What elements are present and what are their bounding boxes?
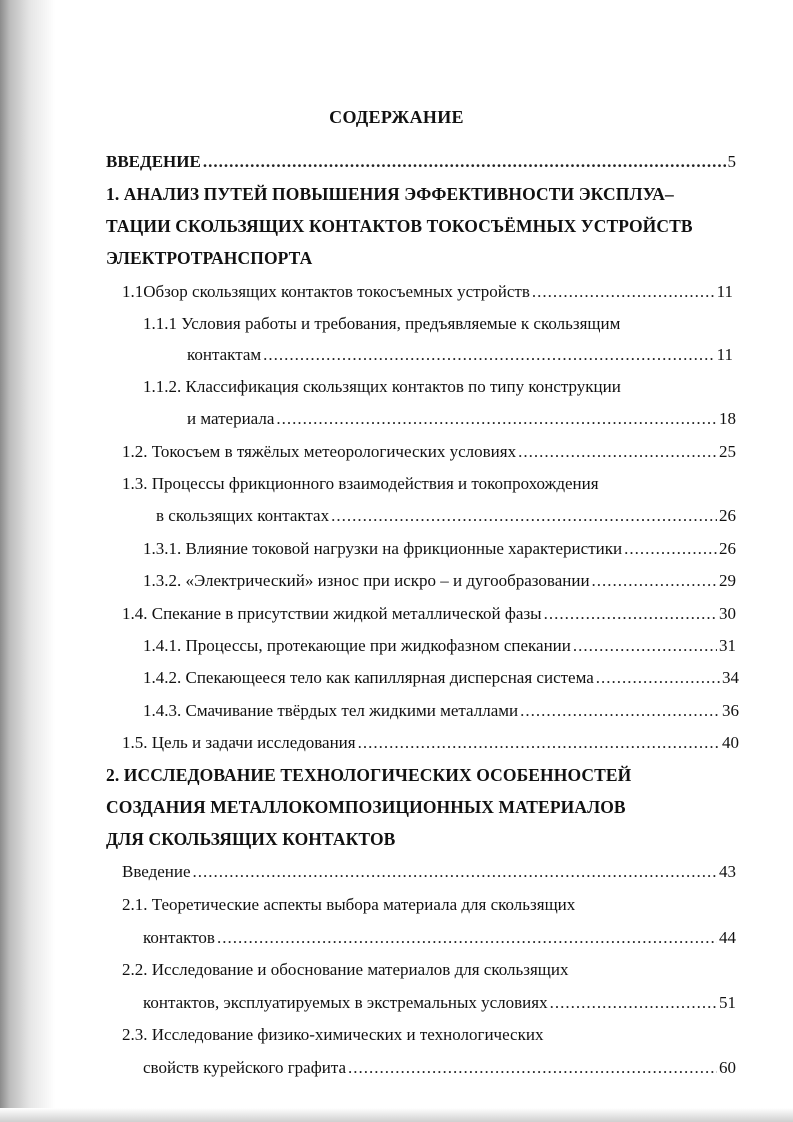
toc-page-number: 43 [719, 862, 736, 881]
toc-label: в скользящих контактах [156, 506, 330, 525]
toc-leader-dots [518, 442, 717, 462]
toc-leader-dots [573, 636, 717, 656]
toc-leader-dots [203, 152, 726, 172]
toc-label: и материала [187, 409, 275, 428]
toc-leader-dots [520, 701, 720, 721]
toc-page-number: 34 [722, 668, 739, 687]
toc-page-number: 36 [722, 701, 739, 720]
toc-entry-1-3[interactable] [156, 506, 736, 526]
toc-entry-2-2-line-1[interactable]: 2.2. Исследование и обоснование материалов для скользящих [122, 960, 569, 979]
toc-entry-1-4-2[interactable] [143, 668, 739, 688]
toc-label: 1.1Обзор скользящих контактов токосъемных устройств [122, 282, 530, 301]
chapter-2-heading-line-1[interactable]: 2. ИССЛЕДОВАНИЕ ТЕХНОЛОГИЧЕСКИХ ОСОБЕННОСТЕЙ [106, 765, 632, 785]
toc-label: 1.3.1. Влияние токовой нагрузки на фрикционные характеристики [143, 539, 623, 558]
toc-entry-1-4[interactable] [122, 604, 736, 624]
toc-entry-2-2[interactable] [143, 993, 736, 1013]
toc-page-number: 30 [719, 604, 736, 623]
toc-page-number: 26 [719, 506, 736, 525]
toc-entry-1-4-1[interactable] [143, 636, 736, 656]
toc-label: контактов [143, 928, 215, 947]
toc-entry-1-1-2-line-1[interactable]: 1.1.2. Классификация скользящих контактов по типу конструкции [143, 377, 621, 396]
toc-leader-dots [263, 345, 714, 365]
chapter-1-heading-line-3[interactable]: ЭЛЕКТРОТРАНСПОРТА [106, 248, 313, 268]
toc-label: 1.4. Спекание в присутствии жидкой металлической фазы [122, 604, 542, 623]
toc-label: ВВЕДЕНИЕ [106, 152, 201, 171]
toc-leader-dots [532, 282, 715, 302]
toc-entry-1-4-3[interactable] [143, 701, 739, 721]
toc-entry-2-intro[interactable] [122, 862, 736, 882]
toc-page-number: 5 [727, 152, 736, 171]
toc-page-number: 25 [719, 442, 736, 461]
toc-entry-2-3-line-1[interactable]: 2.3. Исследование физико-химических и технологических [122, 1025, 544, 1044]
toc-leader-dots [358, 733, 720, 753]
toc-leader-dots [550, 993, 717, 1013]
toc-entry-1-3-1[interactable] [143, 539, 736, 559]
toc-entry-1-1-2[interactable] [187, 409, 736, 429]
toc-entry-1-3-2[interactable] [143, 571, 736, 591]
toc-leader-dots [624, 539, 717, 559]
chapter-1-heading-line-2[interactable]: ТАЦИИ СКОЛЬЗЯЩИХ КОНТАКТОВ ТОКОСЪЁМНЫХ УСТРОЙСТВ [106, 216, 693, 236]
toc-label: Введение [122, 862, 191, 881]
toc-leader-dots [217, 928, 717, 948]
toc-entry-2-1-line-1[interactable]: 2.1. Теоретические аспекты выбора материала для скользящих [122, 895, 576, 914]
toc-entry-2-1[interactable] [143, 928, 736, 948]
toc-entry-1-2[interactable] [122, 442, 736, 462]
toc-label: 1.4.3. Смачивание твёрдых тел жидкими металлами [143, 701, 519, 720]
toc-leader-dots [544, 604, 717, 624]
toc-label: контактам [187, 345, 262, 364]
chapter-2-heading-line-2[interactable]: СОЗДАНИЯ МЕТАЛЛОКОМПОЗИЦИОННЫХ МАТЕРИАЛОВ [106, 797, 626, 817]
toc-entry-intro[interactable] [106, 152, 736, 172]
toc-page-number: 31 [719, 636, 736, 655]
toc-page-number: 18 [719, 409, 736, 428]
toc-leader-dots [348, 1058, 717, 1078]
toc-label: свойств курейского графита [143, 1058, 347, 1077]
toc-label: 1.5. Цель и задачи исследования [122, 733, 356, 752]
toc-page-number: 11 [716, 282, 733, 301]
toc-leader-dots [193, 862, 717, 882]
toc-entry-1-1-1[interactable] [187, 345, 733, 365]
toc-page-number: 26 [719, 539, 736, 558]
toc-leader-dots [596, 668, 720, 688]
toc-leader-dots [276, 409, 717, 429]
page-title: СОДЕРЖАНИЕ [329, 107, 464, 127]
toc-page-number: 29 [719, 571, 736, 590]
chapter-1-heading-line-1[interactable]: 1. АНАЛИЗ ПУТЕЙ ПОВЫШЕНИЯ ЭФФЕКТИВНОСТИ ЭКСПЛУА– [106, 184, 674, 204]
toc-page-number: 40 [722, 733, 739, 752]
toc-entry-1-1-1-line-1[interactable]: 1.1.1 Условия работы и требования, предъявляемые к скользящим [143, 314, 621, 333]
toc-entry-1-5[interactable] [122, 733, 739, 753]
toc-label: 1.4.1. Процессы, протекающие при жидкофазном спекании [143, 636, 571, 655]
toc-page-number: 60 [719, 1058, 736, 1077]
toc-page-number: 51 [719, 993, 736, 1012]
toc-label: 1.4.2. Спекающееся тело как капиллярная дисперсная система [143, 668, 594, 687]
toc-page-number: 11 [716, 345, 733, 364]
toc-leader-dots [331, 506, 717, 526]
toc-leader-dots [592, 571, 717, 591]
toc-label: 1.2. Токосъем в тяжёлых метеорологических условиях [122, 442, 517, 461]
toc-page-number: 44 [719, 928, 736, 947]
toc-entry-1-3-line-1[interactable]: 1.3. Процессы фрикционного взаимодействия и токопрохождения [122, 474, 599, 493]
toc-label: контактов, эксплуатируемых в экстремальных условиях [143, 993, 548, 1012]
chapter-2-heading-line-3[interactable]: ДЛЯ СКОЛЬЗЯЩИХ КОНТАКТОВ [106, 829, 396, 849]
toc-entry-1-1[interactable] [122, 282, 733, 302]
toc-entry-2-3[interactable] [143, 1058, 736, 1078]
toc-label: 1.3.2. «Электрический» износ при искро – и дугообразовании [143, 571, 590, 590]
